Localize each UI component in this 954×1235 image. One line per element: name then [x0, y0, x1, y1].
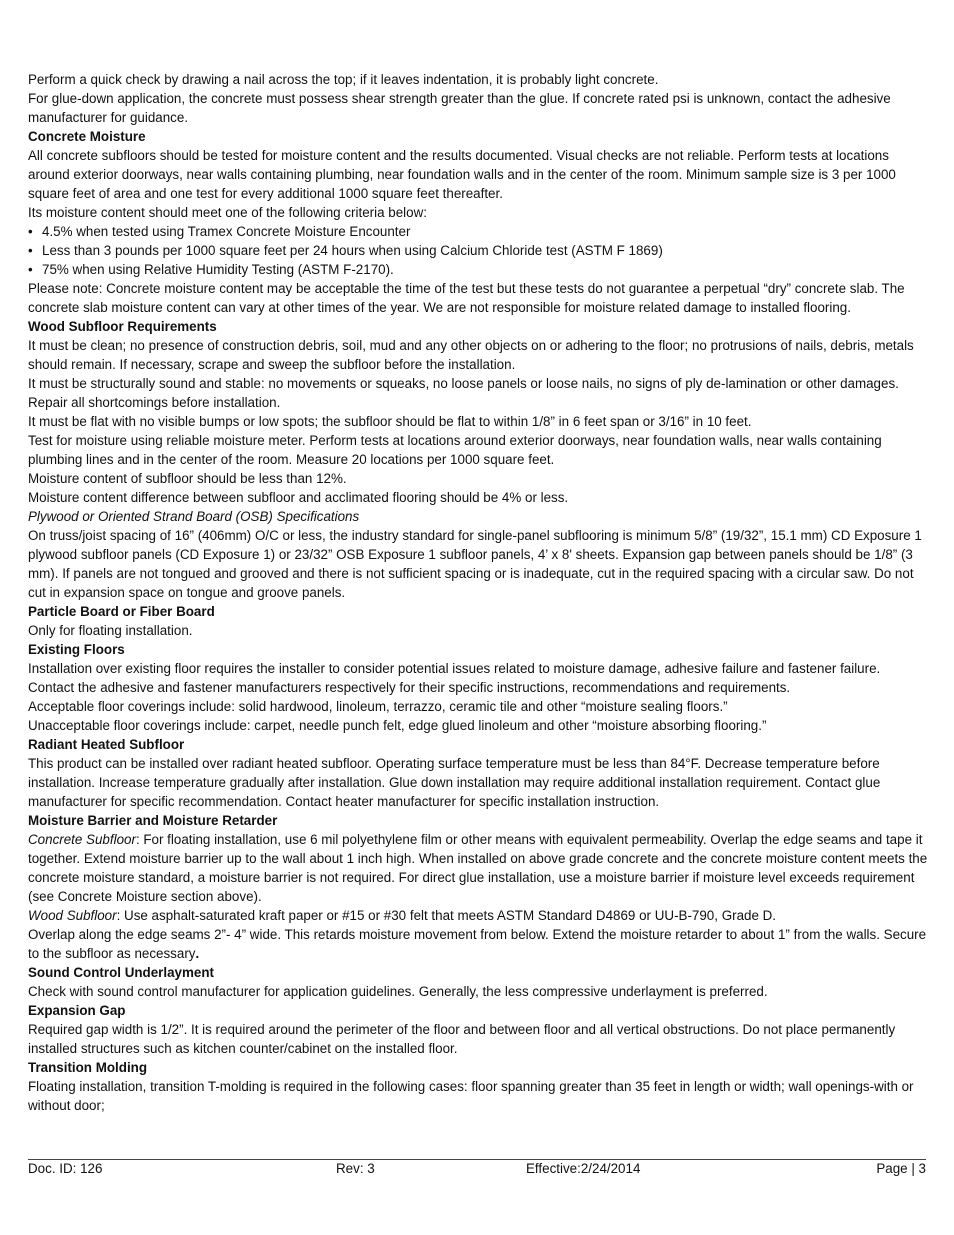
paragraph-moisture-test: Test for moisture using reliable moisture meter. Perform tests at locations around exterior doorways, near foundation walls, near walls containing plumbing lines and in the center of the room. Measure 20 locations per 1000 square feet. — [28, 433, 882, 467]
footer-effective-date: Effective:2/24/2014 — [526, 1161, 641, 1176]
paragraph-criteria-intro: Its moisture content should meet one of the following criteria below: — [28, 205, 427, 220]
heading-radiant-heated: Radiant Heated Subfloor — [28, 737, 185, 752]
subheading-plywood-osb: Plywood or Oriented Strand Board (OSB) Specifications — [28, 509, 360, 524]
heading-concrete-moisture: Concrete Moisture — [28, 129, 146, 144]
list-item: • Less than 3 pounds per 1000 square feet per 24 hours when using Calcium Chloride test (ASTM F 1869) — [28, 241, 928, 260]
text-concrete-subfloor: : For floating installation, use 6 mil polyethylene film or other means with equivalent permeability. Overlap the edge seams and tape it together. Extend moisture barrier up to the wall about 1 inch high. When installed on above grade concrete and the concrete moisture content meets the concrete moisture standard, a moisture barrier is not required. For direct glue installation, use a moisture barrier if moisture level exceeds requirement (see Concrete Moisture section above). — [28, 832, 928, 904]
paragraph-moisture-difference: Moisture content difference between subfloor and acclimated flooring should be 4% or less. — [28, 490, 569, 505]
footer-doc-id: Doc. ID: 126 — [28, 1161, 103, 1176]
footer-divider — [28, 1159, 926, 1160]
heading-sound-control: Sound Control Underlayment — [28, 965, 214, 980]
criteria-list — [28, 222, 928, 279]
heading-expansion-gap: Expansion Gap — [28, 1003, 126, 1018]
paragraph-flat: It must be flat with no visible bumps or low spots; the subfloor should be flat to within 1/8” in 6 feet span or 3/16” in 10 feet. — [28, 414, 752, 429]
paragraph-overlap — [28, 925, 928, 963]
paragraph-moisture-content: Moisture content of subfloor should be less than 12%. — [28, 471, 347, 486]
paragraph-sound: It must be structurally sound and stable: no movements or squeaks, no loose panels or loose nails, no signs of ply de-lamination or other damages. Repair all shortcomings before installation. — [28, 376, 899, 410]
paragraph-existing-floor: Installation over existing floor requires the installer to consider potential issues related to moisture damage, adhesive failure and fastener failure. Contact the adhesive and fastener manufacturers respectively for their specific instructions, recommendations and requirements. — [28, 661, 881, 695]
paragraph-sound-control: Check with sound control manufacturer for application guidelines. Generally, the less compressive underlayment is preferred. — [28, 984, 768, 999]
paragraph-radiant: This product can be installed over radiant heated subfloor. Operating surface temperature must be less than 84°F. Decrease temperature before installation. Increase temperature gradually after installation. Glue down installation may require additional installation requirement. Contact glue manufacturer for specific recommendation. Contact heater manufacturer for specific installation instruction. — [28, 756, 881, 809]
list-item: • 75% when using Relative Humidity Testing (ASTM F-2170). — [28, 260, 928, 279]
paragraph-floating-only: Only for floating installation. — [28, 623, 193, 638]
heading-existing-floors: Existing Floors — [28, 642, 125, 657]
text-overlap-period: . — [195, 946, 200, 961]
heading-moisture-barrier: Moisture Barrier and Moisture Retarder — [28, 813, 278, 828]
footer-page-number: Page | 3 — [876, 1161, 926, 1176]
paragraph-glue-down: For glue-down application, the concrete must possess shear strength greater than the glue. If concrete rated psi is unknown, contact the adhesive manufacturer for guidance. — [28, 91, 891, 125]
paragraph-unacceptable: Unacceptable floor coverings include: carpet, needle punch felt, edge glued linoleum and other “moisture absorbing flooring.” — [28, 718, 767, 733]
text-wood-subfloor: : Use asphalt-saturated kraft paper or #15 or #30 felt that meets ASTM Standard D4869 or UU-B-790, Grade D. — [116, 908, 777, 923]
label-concrete-subfloor: Concrete Subfloor — [28, 832, 136, 847]
paragraph-concrete-subfloor — [28, 830, 928, 906]
list-item: • 4.5% when tested using Tramex Concrete Moisture Encounter — [28, 222, 928, 241]
paragraph-wood-subfloor — [28, 906, 928, 925]
document-body — [28, 70, 928, 1115]
paragraph-expansion-gap: Required gap width is 1/2”. It is required around the perimeter of the floor and between floor and all vertical obstructions. Do not place permanently installed structures such as kitchen counter/cabinet on the installed floor. — [28, 1022, 896, 1056]
text-overlap: Overlap along the edge seams 2”- 4” wide. This retards moisture movement from below. Extend the moisture retarder to about 1” from the walls. Secure to the subfloor as necessary — [28, 927, 927, 961]
paragraph-truss-spacing: On truss/joist spacing of 16” (406mm) O/C or less, the industry standard for single-panel subflooring is minimum 5/8” (19/32”, 15.1 mm) CD Exposure 1 plywood subfloor panels (CD Exposure 1) or 23/32” OSB Exposure 1 subfloor panels, 4’ x 8' sheets. Expansion gap between panels should be 1/8” (3 mm). If panels are not tongued and grooved and there is not sufficient spacing or is inadequate, cut in the required spacing with a circular saw. Do not cut in expansion space on tongue and groove panels. — [28, 528, 922, 600]
heading-wood-subfloor: Wood Subfloor Requirements — [28, 319, 217, 334]
heading-particle-board: Particle Board or Fiber Board — [28, 604, 215, 619]
paragraph-acceptable: Acceptable floor coverings include: solid hardwood, linoleum, terrazzo, ceramic tile and other “moisture sealing floors.” — [28, 699, 728, 714]
paragraph-clean: It must be clean; no presence of construction debris, soil, mud and any other objects on or adhering to the floor; no protrusions of nails, debris, metals should remain. If necessary, scrape and sweep the subfloor before the installation. — [28, 338, 914, 372]
paragraph-nail-check: Perform a quick check by drawing a nail across the top; if it leaves indentation, it is probably light concrete. — [28, 72, 659, 87]
page-footer — [28, 1161, 926, 1179]
paragraph-transition-molding: Floating installation, transition T-molding is required in the following cases: floor spanning greater than 35 feet in length or width; wall openings-with or without door; — [28, 1079, 914, 1113]
footer-revision: Rev: 3 — [336, 1161, 375, 1176]
heading-transition-molding: Transition Molding — [28, 1060, 148, 1075]
paragraph-concrete-testing: All concrete subfloors should be tested for moisture content and the results documented. Visual checks are not reliable. Perform tests at locations around exterior doorways, near walls containing plumbing, near foundation walls and in the center of the room. Minimum sample size is 3 per 1000 square feet of area and one test for every additional 1000 square feet thereafter. — [28, 148, 896, 201]
paragraph-please-note: Please note: Concrete moisture content may be acceptable the time of the test but these tests do not guarantee a perpetual “dry” concrete slab. The concrete slab moisture content can vary at other times of the year. We are not responsible for moisture related damage to installed flooring. — [28, 281, 905, 315]
label-wood-subfloor: Wood Subfloor — [28, 908, 117, 923]
